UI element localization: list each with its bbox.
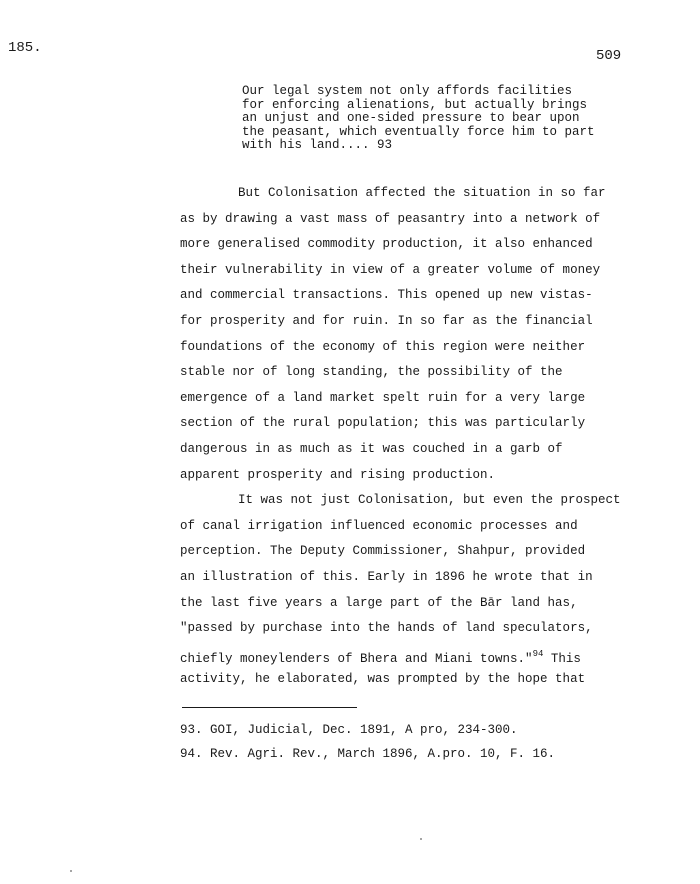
- page-number-right: 509: [596, 48, 622, 64]
- paragraph-1-line: foundations of the economy of this region were neither: [180, 339, 586, 354]
- quote-line: the peasant, which eventually force him to part: [242, 124, 595, 139]
- paragraph-2-line: It was not just Colonisation, but even the prospect: [238, 493, 621, 508]
- block-quote: [242, 85, 662, 153]
- paragraph-2-line-with-footnote: [180, 642, 680, 668]
- paragraph-2-line: of canal irrigation influenced economic processes and: [180, 518, 578, 533]
- paragraph-2-text: chiefly moneylenders of Bhera and Miani towns.": [180, 651, 533, 666]
- footnote-divider: [182, 707, 357, 708]
- page-number-left: 185.: [8, 40, 42, 56]
- paragraph-1-line: section of the rural population; this was particularly: [180, 416, 586, 431]
- paragraph-2-line: an illustration of this. Early in 1896 he wrote that in: [180, 569, 593, 584]
- paragraph-1-line: stable nor of long standing, the possibility of the: [180, 365, 563, 380]
- footnote-93: 93. GOI, Judicial, Dec. 1891, A pro, 234-300.: [180, 723, 518, 737]
- paragraph-1-line: and commercial transactions. This opened up new vistas-: [180, 288, 593, 303]
- paragraph-1-line: emergence of a land market spelt ruin for a very large: [180, 390, 586, 405]
- paragraph-2-line: perception. The Deputy Commissioner, Shahpur, provided: [180, 544, 586, 559]
- paragraph-1-line: as by drawing a vast mass of peasantry into a network of: [180, 211, 601, 226]
- paragraph-2-text: This: [543, 651, 581, 666]
- paragraph-1-line: dangerous in as much as it was couched in a garb of: [180, 441, 563, 456]
- scan-speck: [420, 838, 422, 840]
- body-text: [180, 181, 680, 693]
- paragraph-2-line: activity, he elaborated, was prompted by the hope that: [180, 672, 586, 687]
- footnote-ref-94: 94: [532, 648, 544, 659]
- scan-speck: [70, 870, 72, 872]
- paragraph-1-line: But Colonisation affected the situation in so far: [238, 186, 606, 200]
- quote-line: Our legal system not only affords facilities: [242, 84, 573, 98]
- paragraph-1-line: apparent prosperity and rising production.: [180, 467, 496, 482]
- quote-line: for enforcing alienations, but actually brings: [242, 97, 588, 112]
- footnotes: [180, 718, 680, 766]
- quote-line: an unjust and one-sided pressure to bear upon: [242, 111, 580, 125]
- paragraph-1-line: for prosperity and for ruin. In so far as the financial: [180, 313, 593, 328]
- footnote-94: 94. Rev. Agri. Rev., March 1896, A.pro. 10, F. 16.: [180, 747, 556, 761]
- paragraph-1-line: their vulnerability in view of a greater volume of money: [180, 262, 601, 277]
- quote-line: with his land.... 93: [242, 138, 393, 152]
- paragraph-2-line: the last five years a large part of the Bār land has,: [180, 595, 578, 610]
- paragraph-2-line: "passed by purchase into the hands of land speculators,: [180, 621, 593, 636]
- paragraph-1-line: more generalised commodity production, it also enhanced: [180, 237, 593, 252]
